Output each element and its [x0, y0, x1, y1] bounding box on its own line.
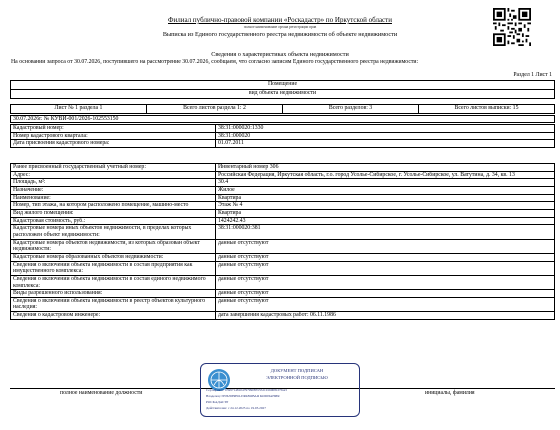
row-label: Сведения о кадастровом инженере: — [11, 312, 216, 320]
row-label: Наименование: — [11, 194, 216, 202]
table-row — [11, 209, 555, 217]
table-row — [11, 239, 555, 253]
signature-subtitle: ЭЛЕКТРОННОЙ ПОДПИСЬЮ — [266, 375, 328, 380]
row-label: Кадастровые номера образованных объектов недвижимости: — [11, 253, 216, 261]
table-row — [11, 253, 555, 261]
row-label: Кадастровые номера иных объектов недвижимости, в пределах которых расположен объект недвижимости: — [11, 225, 216, 239]
table-row — [11, 225, 555, 239]
row-value: 38:31:000020:1330 — [216, 125, 555, 133]
row-value: 30.4 — [216, 179, 555, 187]
table-row — [11, 125, 555, 133]
row-value: дата завершения кадастровых работ: 06.11.1986 — [216, 312, 555, 320]
row-label: Сведения о включении объекта недвижимости в состав предприятия как имущественного комплекса: — [11, 261, 216, 275]
footer-name-label: инициалы, фамилия — [425, 390, 475, 396]
row-value: Квартира — [216, 194, 555, 202]
object-type-subtitle: вид объекта недвижимости — [11, 90, 555, 99]
signature-validity: Действителен: с 24.12.2025 по 19.03.2027 — [206, 406, 266, 410]
total-sheets-section-cell: Всего листов раздела 1: 2 — [147, 105, 283, 114]
row-value: 1424242.43 — [216, 217, 555, 225]
table-row — [11, 290, 555, 298]
qr-code-icon — [493, 8, 531, 46]
table-row — [11, 261, 555, 275]
row-value: данные отсутствуют — [216, 290, 555, 298]
basis-text: На основании запроса от 30.07.2026, поступившего на рассмотрение 30.07.2026, сообщаем, что согласно записям Единого государственного реестра недвижимости: — [11, 59, 419, 65]
signature-certificate: Сертификат: 0399714810479799085555219160081076A3 — [206, 388, 287, 392]
table-row — [11, 140, 555, 148]
registration-number: 30.07.2026г. № КУВИ-001/2026-102553150 — [10, 115, 555, 123]
row-label: Назначение: — [11, 186, 216, 194]
table-row — [11, 217, 555, 225]
row-value: Жилое — [216, 186, 555, 194]
row-label: Номер, тип этажа, на котором расположено помещение, машино-место — [11, 202, 216, 210]
signature-owner: Владелец: ПУБЛИЧНО-ПРАВОВАЯ КОМПАНИЯ — [206, 394, 280, 398]
table-row — [11, 132, 555, 140]
info-title: Сведения о характеристиках объекта недвижимости — [211, 51, 349, 58]
table-row — [11, 194, 555, 202]
sheet-number: Раздел 1 Лист 1 — [513, 72, 552, 78]
signature-owner-name: РОСКАДАСТР — [206, 400, 229, 404]
sheets-table — [10, 104, 555, 114]
sheet-cell: Лист № 1 раздела 1 — [11, 105, 147, 114]
row-value: 01.07.2011 — [216, 140, 555, 148]
row-value: данные отсутствуют — [216, 261, 555, 275]
electronic-signature-stamp — [200, 363, 360, 417]
row-label: Кадастровые номера объектов недвижимости, из которых образован объект недвижимости: — [11, 239, 216, 253]
cadastral-table — [10, 124, 555, 148]
table-row — [11, 186, 555, 194]
footer-position-label: полное наименование должности — [60, 390, 143, 396]
total-sections-cell: Всего разделов: 3 — [283, 105, 419, 114]
total-sheets-extract-cell: Всего листов выписки: 15 — [419, 105, 555, 114]
table-row — [11, 202, 555, 210]
row-value: данные отсутствуют — [216, 275, 555, 289]
table-row — [11, 297, 555, 311]
row-value: данные отсутствуют — [216, 297, 555, 311]
row-value: Российская Федерация, Иркутская область, г.о. город Усолье-Сибирское, г. Усолье-Сибирское, ул. Ватутина, д. 34, кв. 13 — [216, 171, 555, 179]
characteristics-table — [10, 163, 555, 320]
row-value: Этаж № 4 — [216, 202, 555, 210]
row-label: Площадь, м²: — [11, 179, 216, 187]
row-label: Сведения о включении объекта недвижимости в реестр объектов культурного наследия: — [11, 297, 216, 311]
row-value: 38:31:000020:381 — [216, 225, 555, 239]
row-label: Виды разрешенного использования: — [11, 290, 216, 298]
table-row — [11, 164, 555, 172]
table-row — [11, 275, 555, 289]
row-label: Адрес: — [11, 171, 216, 179]
row-label: Ранее присвоенный государственный учетный номер: — [11, 164, 216, 172]
row-label: Номер кадастрового квартала: — [11, 132, 216, 140]
table-row — [11, 312, 555, 320]
object-type-title: Помещение — [11, 81, 555, 90]
table-row — [11, 179, 555, 187]
table-row — [11, 171, 555, 179]
signature-title: ДОКУМЕНТ ПОДПИСАН — [270, 368, 324, 373]
row-label: Вид жилого помещения: — [11, 209, 216, 217]
object-type-table — [10, 80, 555, 99]
row-label: Сведения о включении объекта недвижимости в состав единого недвижимого комплекса: — [11, 275, 216, 289]
row-value: данные отсутствуют — [216, 253, 555, 261]
row-label: Кадастровый номер: — [11, 125, 216, 133]
row-value: данные отсутствуют — [216, 239, 555, 253]
row-label: Дата присвоения кадастрового номера: — [11, 140, 216, 148]
row-label: Кадастровая стоимость, руб.: — [11, 217, 216, 225]
org-subtitle: полное наименование органа регистрации прав — [243, 25, 317, 29]
row-value: 38:31:000020 — [216, 132, 555, 140]
extract-title: Выписка из Единого государственного реестра недвижимости об объекте недвижимости — [162, 31, 398, 38]
row-value: Квартира — [216, 209, 555, 217]
org-title: Филиал публично-правовой компании «Роскадастр» по Иркутской области — [168, 16, 392, 24]
row-value: Инвентарный номер 306 — [216, 164, 555, 172]
